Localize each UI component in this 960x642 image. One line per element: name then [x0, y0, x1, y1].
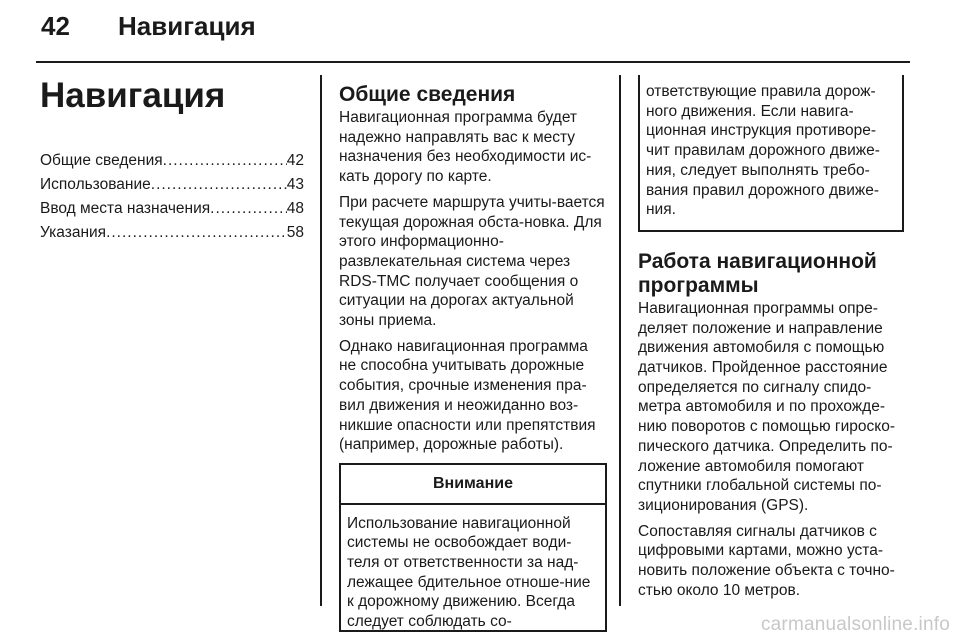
column-operation: [638, 75, 904, 606]
warning-box-continued: ответствующие правила дорож-ного движения. Если навига-ционная инструкция противоре-чит правилам дорожного движе-ния, следует выполнять требо-вания правил дорожного движе-ния.: [638, 75, 904, 232]
toc-entry-title: Использование: [40, 176, 151, 193]
toc-entry-title: Ввод места назначения: [40, 200, 211, 217]
warning-box: [339, 463, 607, 632]
toc-leader-dots: [163, 149, 287, 173]
table-of-contents: [40, 149, 304, 245]
paragraph: При расчете маршрута учиты-вается текущая дорожная обста-новка. Для этого информационно-развлекательная система через RDS-TMC получает сообщения о ситуации на дорогах актуальной зоны приема.: [339, 193, 605, 330]
paragraph: Навигационная программы опре-деляет положение и направление движения автомобиля с помощью датчиков. Пройденное расстояние определяется по сигналу спидо-метра автомобиля и по прохожде-нию поворотов с помощью гироско-пического датчика. Определить по-ложение автомобиля помогают спутники глобальной системы по-зиционирования (GPS).: [638, 299, 895, 514]
toc-entry-title: Общие сведения: [40, 152, 163, 169]
toc-entry-page: 42: [286, 152, 304, 169]
toc-entry[interactable]: [40, 173, 304, 197]
page-number: 42: [41, 11, 70, 41]
toc-entry[interactable]: [40, 197, 304, 221]
running-title: Навигация: [118, 11, 256, 41]
toc-entry[interactable]: [40, 221, 304, 245]
column-general-info: [339, 83, 607, 632]
watermark: carmanualsonline.info: [760, 614, 950, 635]
column-divider-left: [320, 75, 322, 606]
toc-entry-page: 48: [286, 200, 304, 217]
paragraph: Навигационная программа будет надежно направлять вас к месту назначения без необходимости ис-кать дорогу по карте.: [339, 109, 592, 186]
chapter-title: Навигация: [40, 76, 226, 115]
toc-leader-dots: [210, 197, 287, 221]
toc-entry[interactable]: [40, 149, 304, 173]
paragraph: Однако навигационная программа не способна учитывать дорожные события, срочные изменения пра-вил движения и неожиданно воз-никшие опасности или препятствия (например, дорожные работы).: [339, 337, 596, 454]
header-rule: [36, 61, 910, 63]
toc-leader-dots: [106, 221, 287, 245]
section-heading-operation: Работа навигационной программы: [638, 249, 877, 297]
toc-entry-page: 58: [286, 224, 304, 241]
warning-heading: Внимание: [341, 465, 605, 505]
section-heading-general: Общие сведения: [339, 83, 516, 106]
toc-entry-page: 43: [286, 176, 304, 193]
warning-body: Использование навигационной системы не освобождает води-теля от ответственности за над-лежащее бдительное отноше-ние к дорожному движению. Всегда следует соблюдать со-: [347, 514, 591, 630]
toc-entry-title: Указания: [40, 224, 107, 241]
column-divider-right: [619, 75, 621, 606]
toc-leader-dots: [151, 173, 287, 197]
paragraph: Сопоставляя сигналы датчиков с цифровыми картами, можно уста-новить положение объекта с точно-стью около 10 метров.: [638, 522, 895, 599]
